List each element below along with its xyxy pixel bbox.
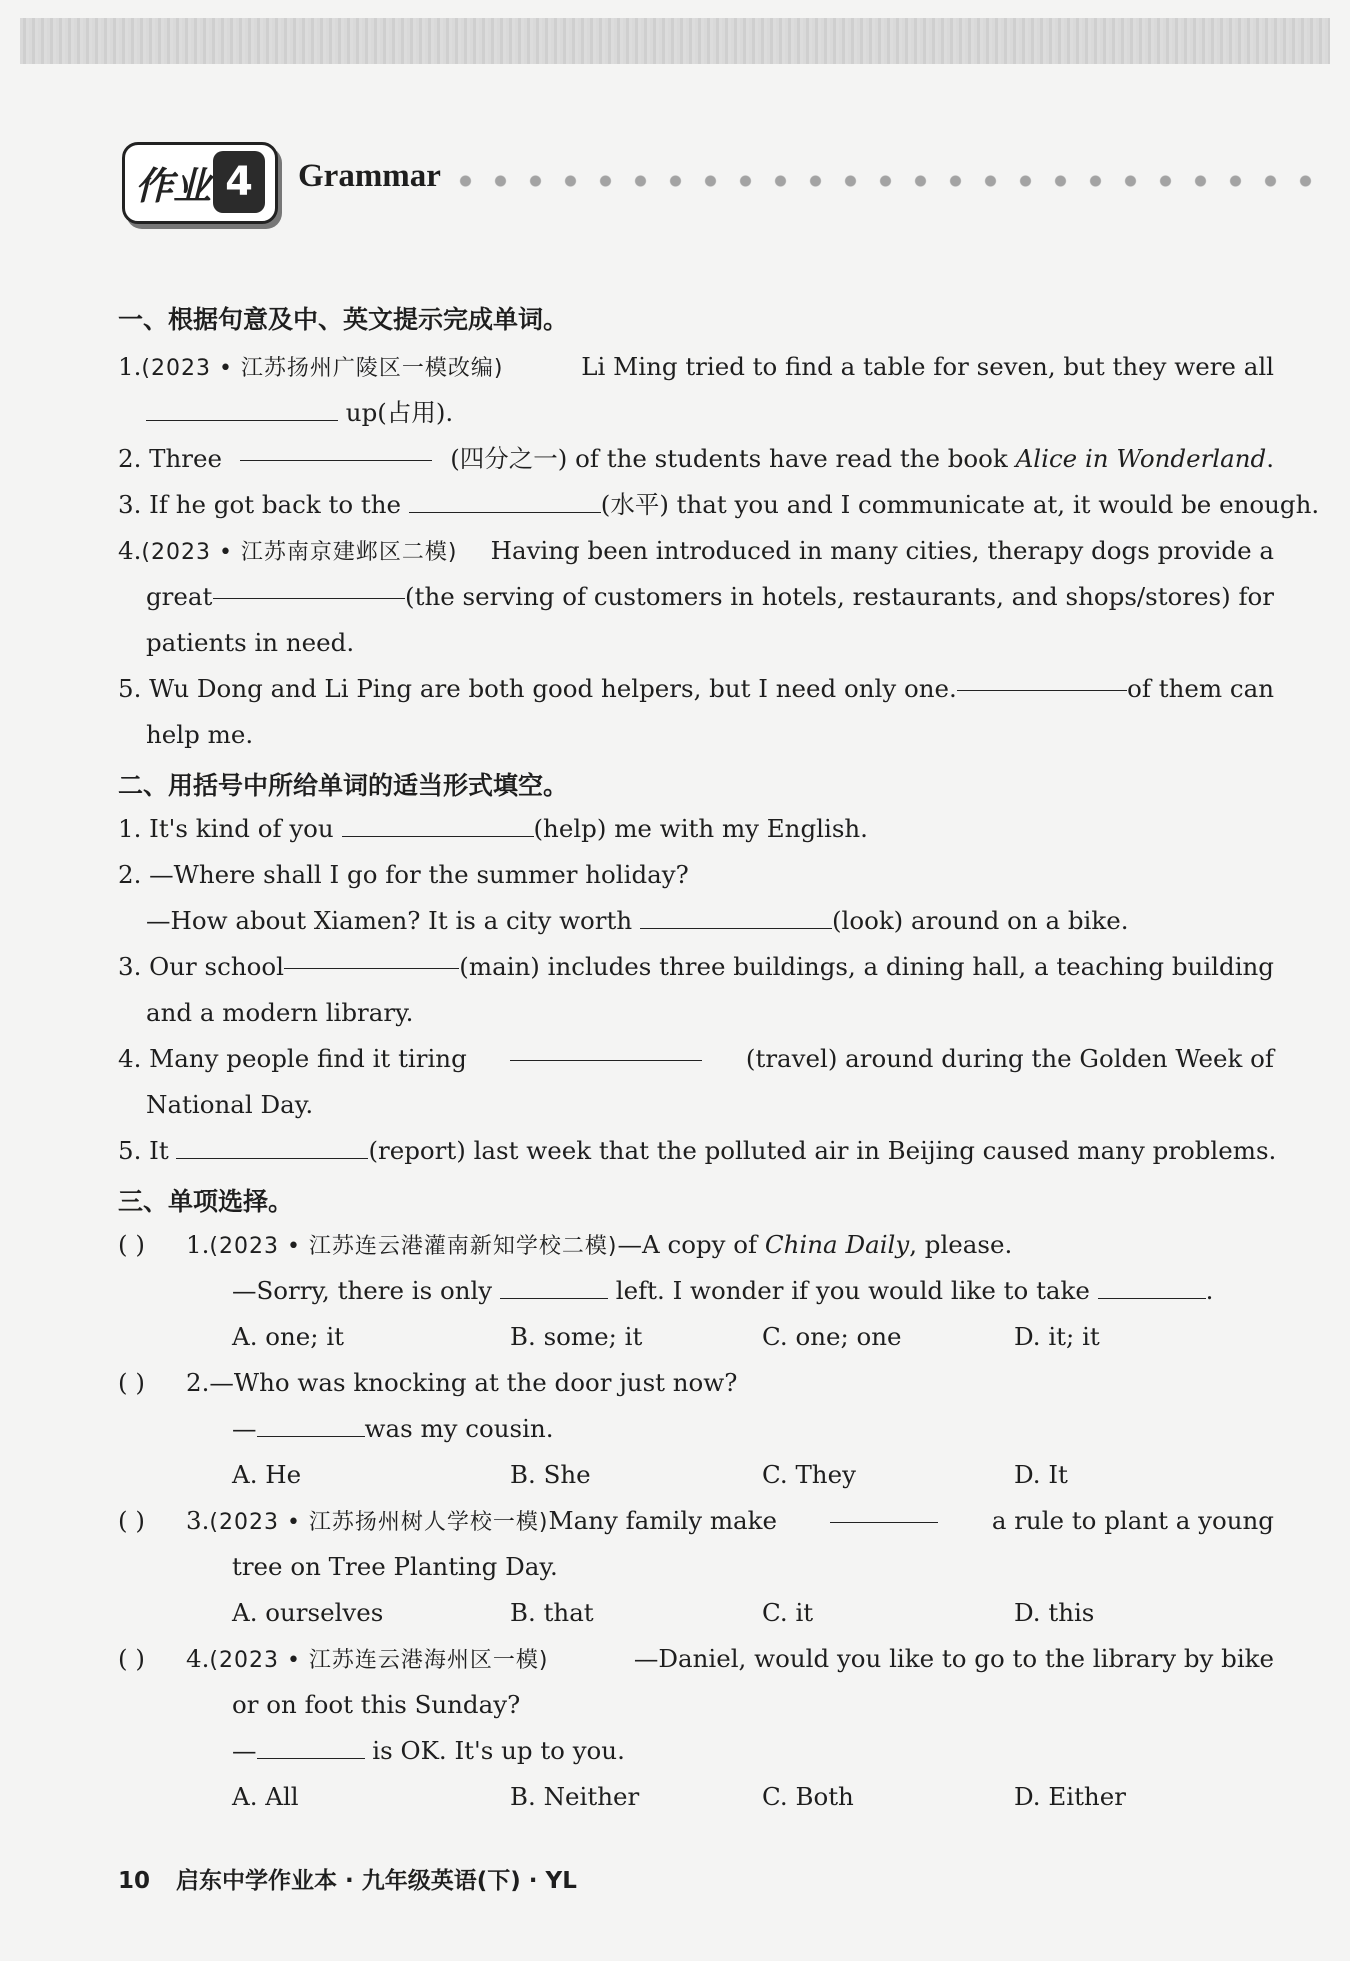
option-b[interactable]: B. Neither [510, 1782, 640, 1811]
answer-paren[interactable]: ( ) [118, 1368, 145, 1397]
option-a[interactable]: A. one; it [232, 1322, 345, 1351]
answer-blank[interactable] [409, 488, 601, 513]
option-b[interactable]: B. She [510, 1460, 591, 1489]
page-footer [118, 1862, 577, 1895]
answer-paren[interactable]: ( ) [118, 1644, 145, 1673]
answer-blank[interactable] [500, 1274, 608, 1299]
answer-paren[interactable]: ( ) [118, 1506, 145, 1535]
s1-q4-line3: patients in need. [146, 628, 355, 657]
s2-q2-line2: —How about Xiamen? It is a city worth (look) around on a bike. [146, 906, 1129, 935]
s2-q5: 5. It (report) last week that the polluted air in Beijing caused many problems. [118, 1136, 1277, 1165]
s2-q1: 1. It's kind of you (help) me with my English. [118, 814, 868, 843]
source-tag: (2023 • 江苏扬州广陵区一模改编) [141, 356, 504, 381]
s2-q4-line2: National Day. [146, 1090, 314, 1119]
answer-paren[interactable]: ( ) [118, 1230, 145, 1259]
answer-blank[interactable] [957, 666, 1127, 691]
s3-q1-line1: 1.(2023 • 江苏连云港灌南新知学校二模)—A copy of China Daily, please. [186, 1230, 1013, 1259]
s1-q5-line2: help me. [146, 720, 254, 749]
answer-blank[interactable] [1098, 1274, 1206, 1299]
s3-q3-line2: tree on Tree Planting Day. [232, 1552, 558, 1581]
option-c[interactable]: C. it [762, 1598, 814, 1627]
s1-q4-line2: great (the serving of customers in hotels, restaurants, and shops/stores) for [146, 574, 1274, 620]
answer-blank[interactable] [240, 436, 432, 461]
option-d[interactable]: D. It [1014, 1460, 1068, 1489]
s1-q4-line1: 4.(2023 • 江苏南京建邺区二模) Having been introduced in many cities, therapy dogs provide a [118, 536, 1274, 565]
answer-blank[interactable] [176, 1134, 368, 1159]
s1-q1-line1: 1.(2023 • 江苏扬州广陵区一模改编) Li Ming tried to find a table for seven, but they were all [118, 352, 1274, 381]
page-title: Grammar [298, 158, 441, 194]
s1-q1-line2: up(占用). [146, 390, 1274, 436]
source-tag: (2023 • 江苏连云港灌南新知学校二模) [209, 1234, 618, 1259]
answer-blank[interactable] [640, 904, 832, 929]
answer-blank[interactable] [830, 1498, 938, 1523]
option-c[interactable]: C. They [762, 1460, 856, 1489]
s3-q2-line2: — was my cousin. [232, 1414, 554, 1443]
section-3-heading: 三、单项选择。 [118, 1187, 294, 1216]
option-d[interactable]: D. this [1014, 1598, 1095, 1627]
answer-blank[interactable] [257, 1412, 365, 1437]
title-dot-rule [448, 174, 1328, 188]
s2-q3-line1: 3. Our school (main) includes three buildings, a dining hall, a teaching building [118, 944, 1274, 990]
s3-q4-line1: 4.(2023 • 江苏连云港海州区一模) —Daniel, would you like to go to the library by bike [186, 1644, 1274, 1673]
source-tag: (2023 • 江苏南京建邺区二模) [141, 540, 458, 565]
section-2-heading: 二、用括号中所给单词的适当形式填空。 [118, 771, 569, 800]
answer-blank[interactable] [284, 944, 459, 969]
book-title: 启东中学作业本 · 九年级英语(下) · YL [176, 1868, 577, 1894]
badge-number: 4 [213, 151, 265, 213]
option-a[interactable]: A. All [232, 1782, 299, 1811]
top-scan-band [20, 18, 1330, 64]
option-d[interactable]: D. it; it [1014, 1322, 1100, 1351]
badge-text: 作业 [135, 164, 212, 208]
answer-blank[interactable] [257, 1734, 365, 1759]
option-c[interactable]: C. one; one [762, 1322, 902, 1351]
answer-blank[interactable] [342, 812, 534, 837]
homework-badge [122, 142, 278, 224]
s2-q2-line1: 2. —Where shall I go for the summer holiday? [118, 860, 689, 889]
book-title: Alice in Wonderland [1015, 444, 1267, 473]
answer-blank[interactable] [146, 396, 338, 421]
option-c[interactable]: C. Both [762, 1782, 854, 1811]
s1-q5-line1: 5. Wu Dong and Li Ping are both good helpers, but I need only one. of them can [118, 666, 1274, 712]
option-b[interactable]: B. some; it [510, 1322, 643, 1351]
option-b[interactable]: B. that [510, 1598, 594, 1627]
section-1-heading: 一、根据句意及中、英文提示完成单词。 [118, 305, 569, 334]
s3-q2-line1: 2.—Who was knocking at the door just now? [186, 1368, 738, 1397]
s3-q4-line3: — is OK. It's up to you. [232, 1736, 625, 1765]
option-a[interactable]: A. ourselves [232, 1598, 384, 1627]
s3-q1-line2: —Sorry, there is only left. I wonder if you would like to take . [232, 1276, 1214, 1305]
answer-blank[interactable] [510, 1036, 702, 1061]
s2-q3-line2: and a modern library. [146, 998, 414, 1027]
s3-q3-line1: 3.(2023 • 江苏扬州树人学校一模)Many family make a rule to plant a young [186, 1498, 1274, 1546]
source-tag: (2023 • 江苏扬州树人学校一模) [209, 1510, 549, 1535]
option-a[interactable]: A. He [232, 1460, 302, 1489]
page-number: 10 [118, 1868, 151, 1894]
s1-q2: 2. Three (四分之一) of the students have read the book Alice in Wonderland. [118, 436, 1274, 482]
answer-blank[interactable] [213, 574, 405, 599]
s3-q4-line2: or on foot this Sunday? [232, 1690, 521, 1719]
s2-q4-line1: 4. Many people find it tiring (travel) around during the Golden Week of [118, 1036, 1274, 1082]
source-tag: (2023 • 江苏连云港海州区一模) [209, 1648, 549, 1673]
s1-q3: 3. If he got back to the (水平) that you and I communicate at, it would be enough. [118, 490, 1320, 519]
newspaper-title: China Daily [764, 1230, 910, 1259]
option-d[interactable]: D. Either [1014, 1782, 1126, 1811]
